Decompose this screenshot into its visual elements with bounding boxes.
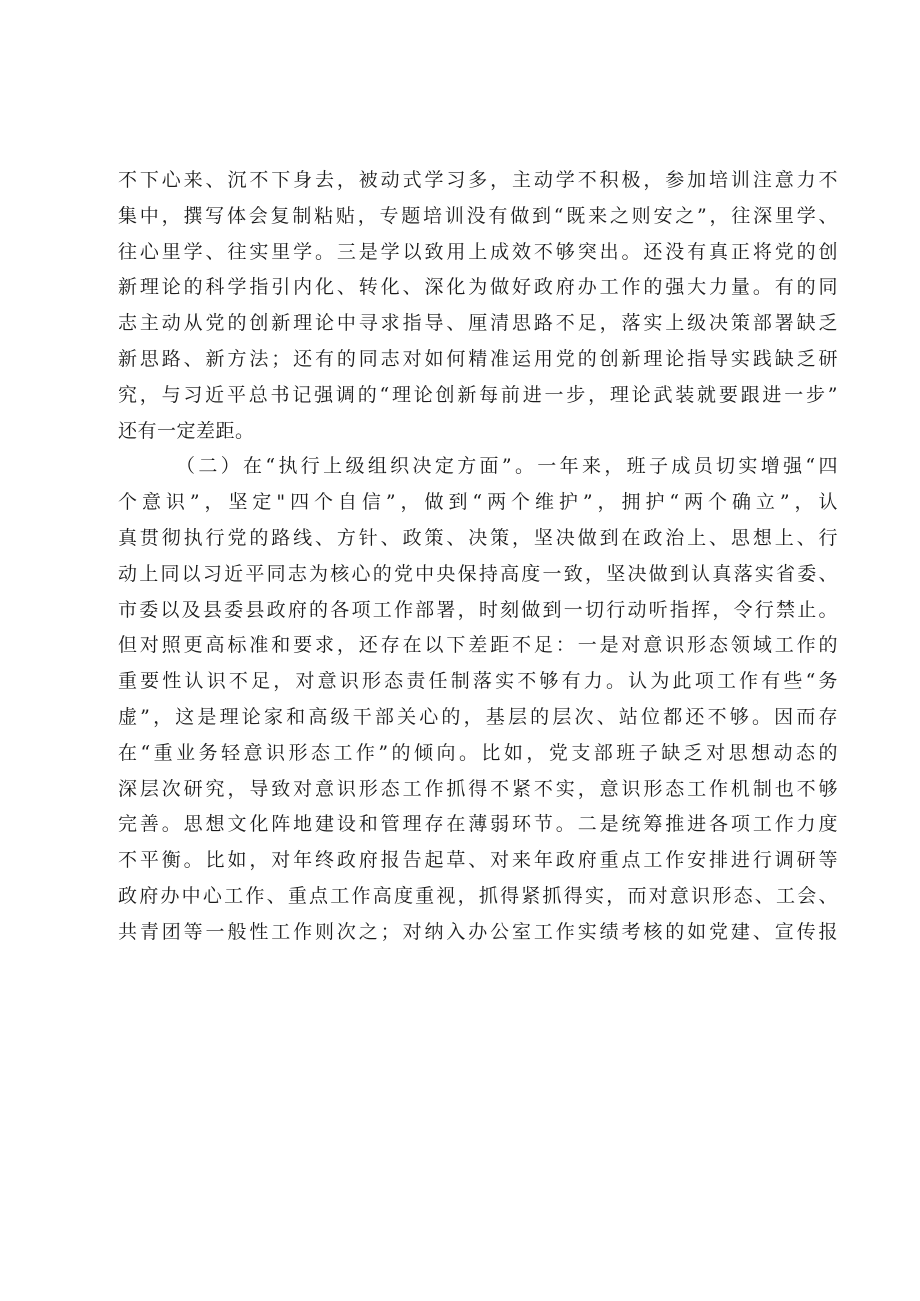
text-line: 新理论的科学指引内化、转化、深化为做好政府办工作的强大力量。有的同: [118, 276, 838, 299]
text-line: 究，与习近平总书记强调的“理论创新每前进一步，理论武装就要跟进一步”: [118, 383, 838, 406]
text-line: 集中，撰写体会复制粘贴，专题培训没有做到“既来之则安之”，往深里学、: [118, 204, 838, 227]
section-heading-line: （二）在“执行上级组织决定方面”。一年来，班子成员切实增强“四: [176, 455, 838, 478]
text-line: 个意识”，坚定"四个自信”，做到“两个维护”，拥护“两个确立”，认: [118, 491, 838, 514]
text-line: 深层次研究，导致对意识形态工作抓得不紧不实，意识形态工作机制也不够: [118, 777, 838, 800]
text-line: 还有一定差距。: [118, 419, 255, 442]
text-line: 往心里学、往实里学。三是学以致用上成效不够突出。还没有真正将党的创: [118, 240, 838, 263]
body-text: [118, 163, 838, 951]
text-line: 真贯彻执行党的路线、方针、政策、决策，坚决做到在政治上、思想上、行: [118, 526, 838, 549]
text-line: 在“重业务轻意识形态工作”的倾向。比如，党支部班子缺乏对思想动态的: [118, 741, 838, 764]
text-line: 共青团等一般性工作则次之；对纳入办公室工作实绩考核的如党建、宣传报: [118, 920, 838, 943]
text-line: 市委以及县委县政府的各项工作部署，时刻做到一切行动听指挥，令行禁止。: [118, 598, 838, 621]
text-line: 动上同以习近平同志为核心的党中央保持高度一致，坚决做到认真落实省委、: [118, 562, 838, 585]
text-line: 但对照更高标准和要求，还存在以下差距不足：一是对意识形态领域工作的: [118, 634, 838, 657]
text-line: 政府办中心工作、重点工作高度重视，抓得紧抓得实，而对意识形态、工会、: [118, 884, 838, 907]
text-line: 虚”，这是理论家和高级干部关心的，基层的层次、站位都还不够。因而存: [118, 705, 838, 728]
text-line: 重要性认识不足，对意识形态责任制落实不够有力。认为此项工作有些“务: [118, 670, 838, 693]
text-line: 不平衡。比如，对年终政府报告起草、对来年政府重点工作安排进行调研等: [118, 849, 838, 872]
text-line: 志主动从党的创新理论中寻求指导、厘清思路不足，落实上级决策部署缺乏: [118, 312, 838, 335]
text-line: 不下心来、沉不下身去，被动式学习多，主动学不积极，参加培训注意力不: [118, 169, 838, 191]
text-line: 完善。思想文化阵地建设和管理存在薄弱环节。二是统筹推进各项工作力度: [118, 813, 838, 836]
text-line: 新思路、新方法；还有的同志对如何精准运用党的创新理论指导实践缺乏研: [118, 347, 838, 370]
